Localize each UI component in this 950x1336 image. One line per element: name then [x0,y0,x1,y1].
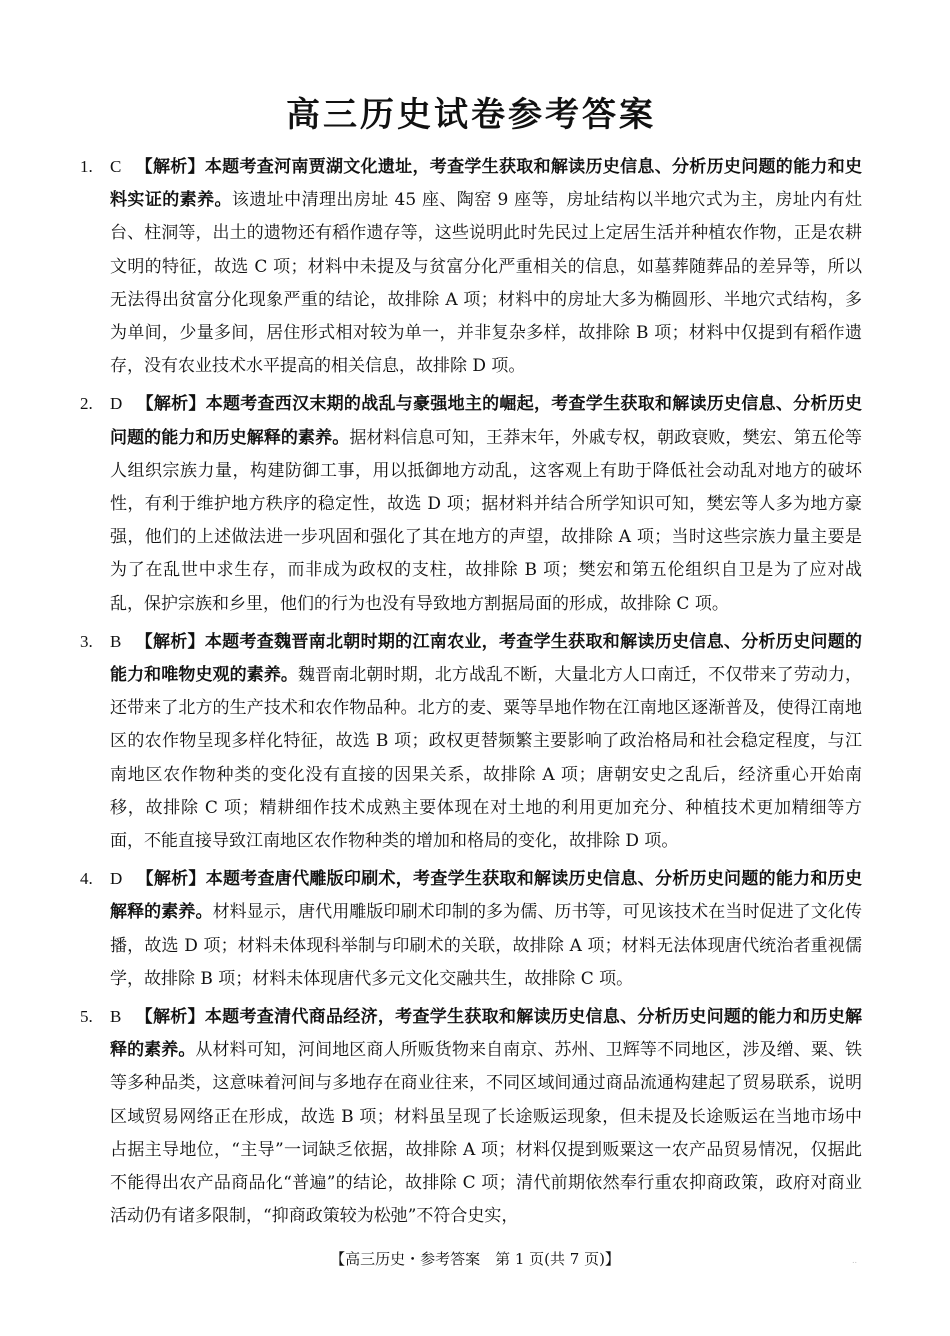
document-title: 高三历史试卷参考答案 [286,95,656,135]
answer-lead: 本题考查西汉末期的战乱与豪强地主的崛起，考查学生获取和解读历史信息、分析历史问题的能力和历史解释的素养。 [110,394,863,448]
answer-item [80,862,862,996]
answer-letter: D [110,869,123,889]
answer-lead: 本题考查清代商品经济，考查学生获取和解读历史信息、分析历史问题的能力和历史解释的素养。 [110,1007,863,1061]
page-footer: 【高三历史・参考答案 第 1 页(共 7 页)】 [330,1250,620,1268]
answer-lead: 本题考查唐代雕版印刷术，考查学生获取和解读历史信息、分析历史问题的能力和历史解释的素养。 [110,869,863,923]
answer-letter: C [110,157,122,176]
answer-number: 4. [80,869,93,889]
answer-list [80,150,862,1234]
answer-item [80,1000,862,1233]
answer-item [80,625,862,858]
answer-number: 2. [80,394,93,414]
corner-mark: .. [852,1256,858,1265]
answer-body: 材料显示，唐代用雕版印刷术印制的多为儒、历书等，可见该技术在当时促进了文化传播，故选 D 项；材料未体现科举制与印刷术的关联，故排除 A 项；材料无法体现唐代统治者重视儒学，故排除 B 项；材料未体现唐代多元文化交融共生，故排除 C 项。 [110,902,863,989]
answer-body: 魏晋南北朝时期，北方战乱不断，大量北方人口南迁，不仅带来了劳动力，还带来了北方的生产技术和农作物品种。北方的麦、粟等旱地作物在江南地区逐渐普及，使得江南地区的农作物呈现多样化特征，故选 B 项；政权更替频繁主要影响了政治格局和社会稳定程度，与江南地区农作物种类的变化没有直接的因果关系，故排除 A 项；唐朝安史之乱后，经济重心开始南移，故排除 C 项；精耕细作技术成熟主要体现在对土地的利用更加充分、种植技术更加精细等方面，不能直接导致江南地区农作物种类的增加和格局的变化，故排除 D 项。 [110,665,863,852]
answer-lead: 本题考查魏晋南北朝时期的江南农业，考查学生获取和解读历史信息、分析历史问题的能力和唯物史观的素养。 [110,631,863,686]
analysis-tag: 【解析】 [135,157,205,177]
answer-lead: 本题考查河南贾湖文化遗址，考查学生获取和解读历史信息、分析历史问题的能力和史料实证的素养。 [110,157,863,211]
answer-number: 1. [80,157,93,176]
analysis-tag: 【解析】 [136,869,206,890]
analysis-tag: 【解析】 [135,1007,205,1028]
answer-body: 据材料信息可知，王莽末年，外戚专权，朝政衰败，樊宏、第五伦等人组织宗族力量，构建防御工事，用以抵御地方动乱，这客观上有助于降低社会动乱对地方的破坏性，有利于维护地方秩序的稳定性，故选 D 项；据材料并结合所学知识可知，樊宏等人多为地方豪强，他们的上述做法进一步巩固和强化了其在地方的声望，故排除 A 项；当时这些宗族力量主要是为了在乱世中求生存，而非成为政权的支柱，故排除 B 项；樊宏和第五伦组织自卫是为了应对战乱，保护宗族和乡里，他们的行为也没有导致地方割据局面的形成，故排除 C 项。 [110,427,863,614]
answer-body: 从材料可知，河间地区商人所贩货物来自南京、苏州、卫辉等不同地区，涉及缯、粟、铁等多种品类，这意味着河间与多地存在商业往来，不同区域间通过商品流通构建起了贸易联系，说明区域贸易网络正在形成，故选 B 项；材料虽呈现了长途贩运现象，但未提及长途贩运在当地市场中占据主导地位，“主导”一词缺乏依据，故排除 A 项；材料仅提到贩粟这一农产品贸易情况，仅据此不能得出农产品商品化“普遍”的结论，故排除 C 项；清代前期依然奉行重农抑商政策，政府对商业活动仍有诸多限制，“抑商政策较为松弛”不符合史实， [110,1040,863,1227]
answer-letter: D [110,394,123,414]
answer-letter: B [110,631,122,651]
answer-body: 该遗址中清理出房址 45 座、陶窑 9 座等，房址结构以半地穴式为主，房址内有灶台、柱洞等，出土的遗物还有稻作遗存等，这些说明此时先民过上定居生活并种植农作物，正是农耕文明的特征，故选 C 项；材料中未提及与贫富分化严重相关的信息，如墓葬随葬品的差异等，所以无法得出贫富分化现象严重的结论，故排除 A 项；材料中的房址大多为椭圆形、半地穴式结构，多为单间，少量多间，居住形式相对较为单一，并非复杂多样，故排除 B 项；材料中仅提到有稻作遗存，没有农业技术水平提高的相关信息，故排除 D 项。 [110,190,863,377]
answer-letter: B [110,1007,122,1027]
analysis-tag: 【解析】 [136,394,206,415]
analysis-tag: 【解析】 [135,631,205,652]
answer-item [80,387,862,620]
answer-number: 3. [80,631,93,651]
answer-number: 5. [80,1007,93,1027]
answer-item [80,150,862,383]
